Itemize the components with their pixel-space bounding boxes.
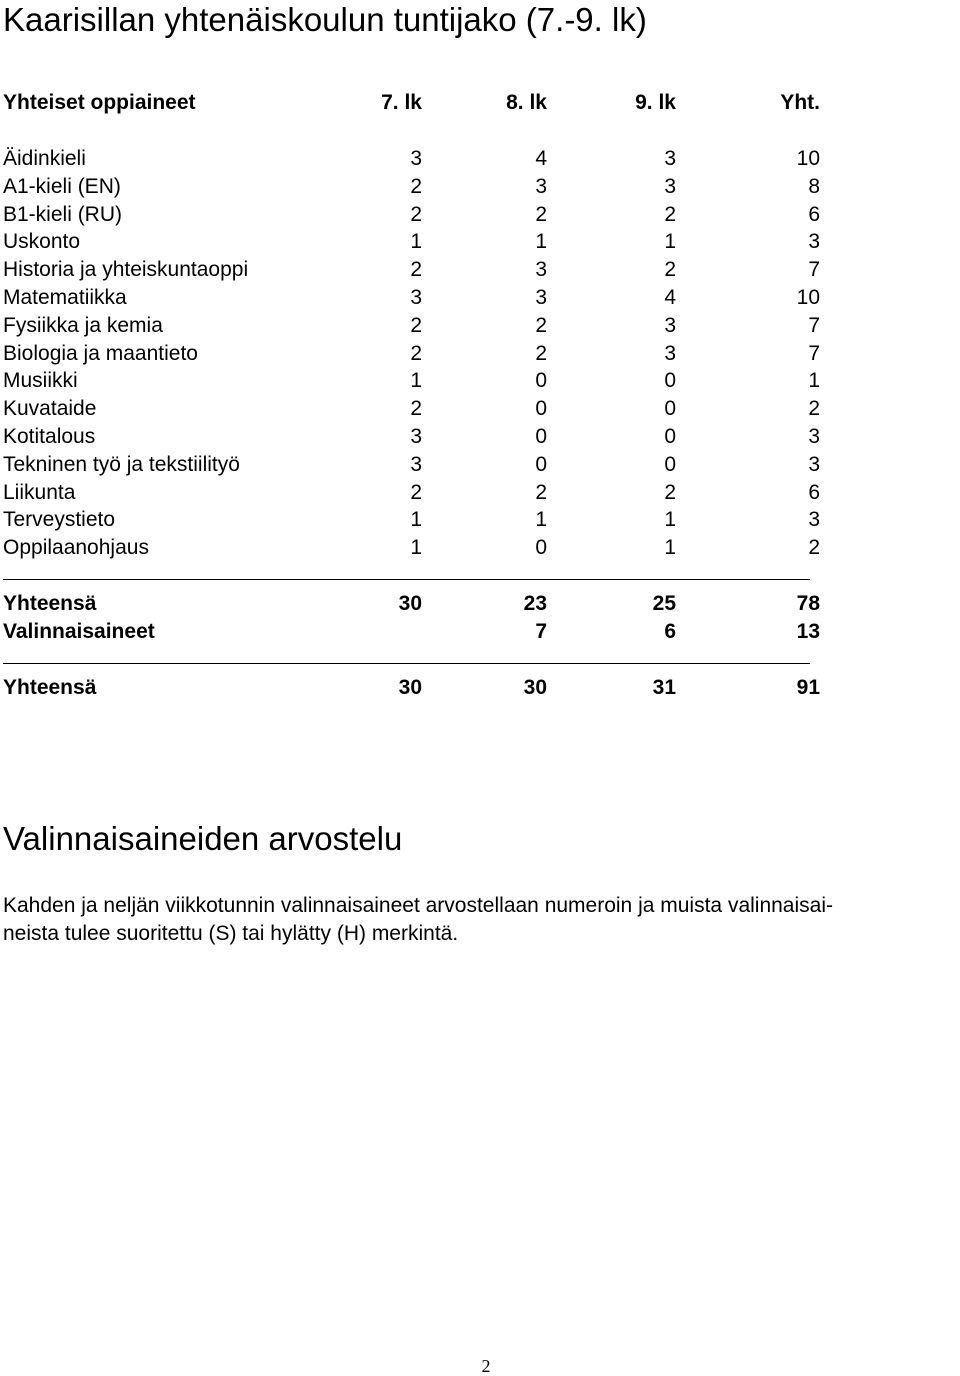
table-row [3, 173, 823, 201]
grand-total-grade-8: 30 [523, 676, 547, 699]
subtotal-label: Yhteensä [3, 592, 97, 615]
paragraph-line-2: neista tulee suoritettu (S) tai hylätty (H) merkintä. [3, 922, 459, 945]
electives-row [3, 618, 823, 646]
subject-total: 3 [808, 508, 820, 532]
paragraph-line-1: Kahden ja neljän viikkotunnin valinnaisaineet arvostellaan numeroin ja muista valinnaisai- [3, 894, 833, 917]
subject-grade-7: 2 [410, 174, 422, 198]
page-title: Kaarisillan yhtenäiskoulun tuntijako (7.-9. lk) [3, 1, 647, 38]
subject-grade-7: 2 [410, 480, 422, 504]
table-row [3, 423, 823, 451]
subject-total: 1 [808, 369, 820, 393]
subject-grade-7: 3 [410, 425, 422, 448]
grand-total-row [3, 674, 823, 702]
subject-grade-8: 3 [535, 258, 547, 282]
subject-name: B1-kieli (RU) [3, 202, 123, 226]
subject-grade-9: 1 [664, 536, 676, 560]
subject-total: 7 [808, 341, 820, 365]
subject-grade-9: 3 [664, 174, 676, 198]
subject-total: 10 [796, 286, 820, 309]
subject-grade-9: 0 [664, 369, 676, 393]
subject-grade-9: 0 [664, 397, 676, 421]
subject-name: Äidinkieli [3, 147, 86, 170]
subject-grade-7: 2 [410, 341, 422, 365]
table-row [3, 451, 823, 479]
subject-grade-9: 1 [664, 230, 676, 254]
subject-name: Kuvataide [3, 397, 97, 421]
subtotal-grade-7: 30 [398, 592, 422, 615]
header-subjects-label: Yhteiset oppiaineet [3, 91, 196, 114]
grand-total-label: Yhteensä [3, 676, 97, 699]
subject-grade-7: 1 [410, 536, 422, 560]
subject-grade-8: 0 [535, 369, 547, 393]
subject-grade-8: 2 [535, 313, 547, 337]
subject-grade-7: 3 [410, 147, 422, 170]
subtotal-grade-8: 23 [523, 592, 547, 615]
table-row [3, 506, 823, 534]
subject-name: Matematiikka [3, 286, 127, 309]
table-row [3, 228, 823, 256]
subject-grade-8: 3 [535, 174, 547, 198]
subtotal-row [3, 590, 823, 618]
subject-name: Oppilaanohjaus [3, 536, 149, 560]
subject-grade-7: 2 [410, 202, 422, 226]
table-row [3, 201, 823, 229]
electives-label: Valinnaisaineet [3, 620, 155, 643]
subject-grade-7: 3 [410, 286, 422, 309]
subject-name: Liikunta [3, 480, 76, 504]
subject-grade-9: 0 [664, 425, 676, 448]
subtotal-total: 78 [796, 592, 820, 615]
subject-name: Biologia ja maantieto [3, 341, 198, 365]
table-row [3, 340, 823, 368]
subject-name: Kotitalous [3, 425, 96, 448]
subject-grade-7: 2 [410, 258, 422, 282]
subject-total: 3 [808, 452, 820, 476]
subject-grade-9: 4 [664, 286, 676, 309]
table-header-row [3, 89, 823, 117]
table-divider [3, 663, 810, 664]
subject-total: 6 [808, 480, 820, 504]
header-total: Yht. [780, 91, 820, 114]
subject-grade-8: 2 [535, 202, 547, 226]
subject-total: 2 [808, 536, 820, 560]
electives-grade-8: 7 [535, 620, 547, 643]
subject-name: Uskonto [3, 230, 81, 254]
subject-grade-8: 1 [535, 508, 547, 532]
subject-grade-9: 0 [664, 452, 676, 476]
subject-grade-7: 1 [410, 369, 422, 393]
subject-grade-8: 3 [535, 286, 547, 309]
section-title: Valinnaisaineiden arvostelu [3, 820, 403, 857]
subject-grade-9: 2 [664, 258, 676, 282]
subject-total: 3 [808, 230, 820, 254]
subject-grade-8: 0 [535, 452, 547, 476]
subject-grade-8: 2 [535, 480, 547, 504]
table-row [3, 534, 823, 562]
subject-total: 7 [808, 313, 820, 337]
subject-grade-7: 1 [410, 230, 422, 254]
subject-grade-9: 3 [664, 341, 676, 365]
subject-grade-8: 4 [535, 147, 547, 170]
subject-total: 7 [808, 258, 820, 282]
subject-name: Terveystieto [3, 508, 116, 532]
subject-grade-9: 2 [664, 480, 676, 504]
table-row [3, 367, 823, 395]
subtotal-grade-9: 25 [652, 592, 676, 615]
subject-total: 2 [808, 397, 820, 421]
grand-total-grade-7: 30 [398, 676, 422, 699]
subject-grade-9: 3 [664, 313, 676, 337]
table-row [3, 479, 823, 507]
subject-grade-7: 2 [410, 313, 422, 337]
subject-grade-9: 2 [664, 202, 676, 226]
header-grade-7: 7. lk [381, 91, 422, 114]
table-row [3, 145, 823, 173]
subject-grade-8: 0 [535, 536, 547, 560]
body-paragraph [3, 892, 957, 948]
subject-grade-9: 3 [664, 147, 676, 170]
subject-grade-8: 1 [535, 230, 547, 254]
subject-total: 8 [808, 174, 820, 198]
subject-name: Historia ja yhteiskuntaoppi [3, 258, 249, 282]
header-grade-8: 8. lk [506, 91, 547, 114]
subject-name: Musiikki [3, 369, 78, 393]
subject-total: 3 [808, 425, 820, 448]
subject-grade-7: 1 [410, 508, 422, 532]
subject-grade-9: 1 [664, 508, 676, 532]
subject-grade-8: 2 [535, 341, 547, 365]
electives-total: 13 [796, 620, 820, 643]
subject-grade-7: 3 [410, 452, 422, 476]
header-grade-9: 9. lk [635, 91, 676, 114]
page-number: 2 [481, 1356, 491, 1376]
subject-total: 10 [796, 147, 820, 170]
table-divider [3, 579, 810, 580]
grand-total-total: 91 [796, 676, 820, 699]
grand-total-grade-9: 31 [652, 676, 676, 699]
table-row [3, 312, 823, 340]
subject-total: 6 [808, 202, 820, 226]
subject-name: A1-kieli (EN) [3, 174, 121, 198]
table-row [3, 284, 823, 312]
subject-grade-8: 0 [535, 425, 547, 448]
subject-name: Tekninen työ ja tekstiilityö [3, 452, 240, 476]
table-row [3, 395, 823, 423]
subject-name: Fysiikka ja kemia [3, 313, 163, 337]
subject-grade-8: 0 [535, 397, 547, 421]
subject-grade-7: 2 [410, 397, 422, 421]
table-row [3, 256, 823, 284]
electives-grade-9: 6 [664, 620, 676, 643]
